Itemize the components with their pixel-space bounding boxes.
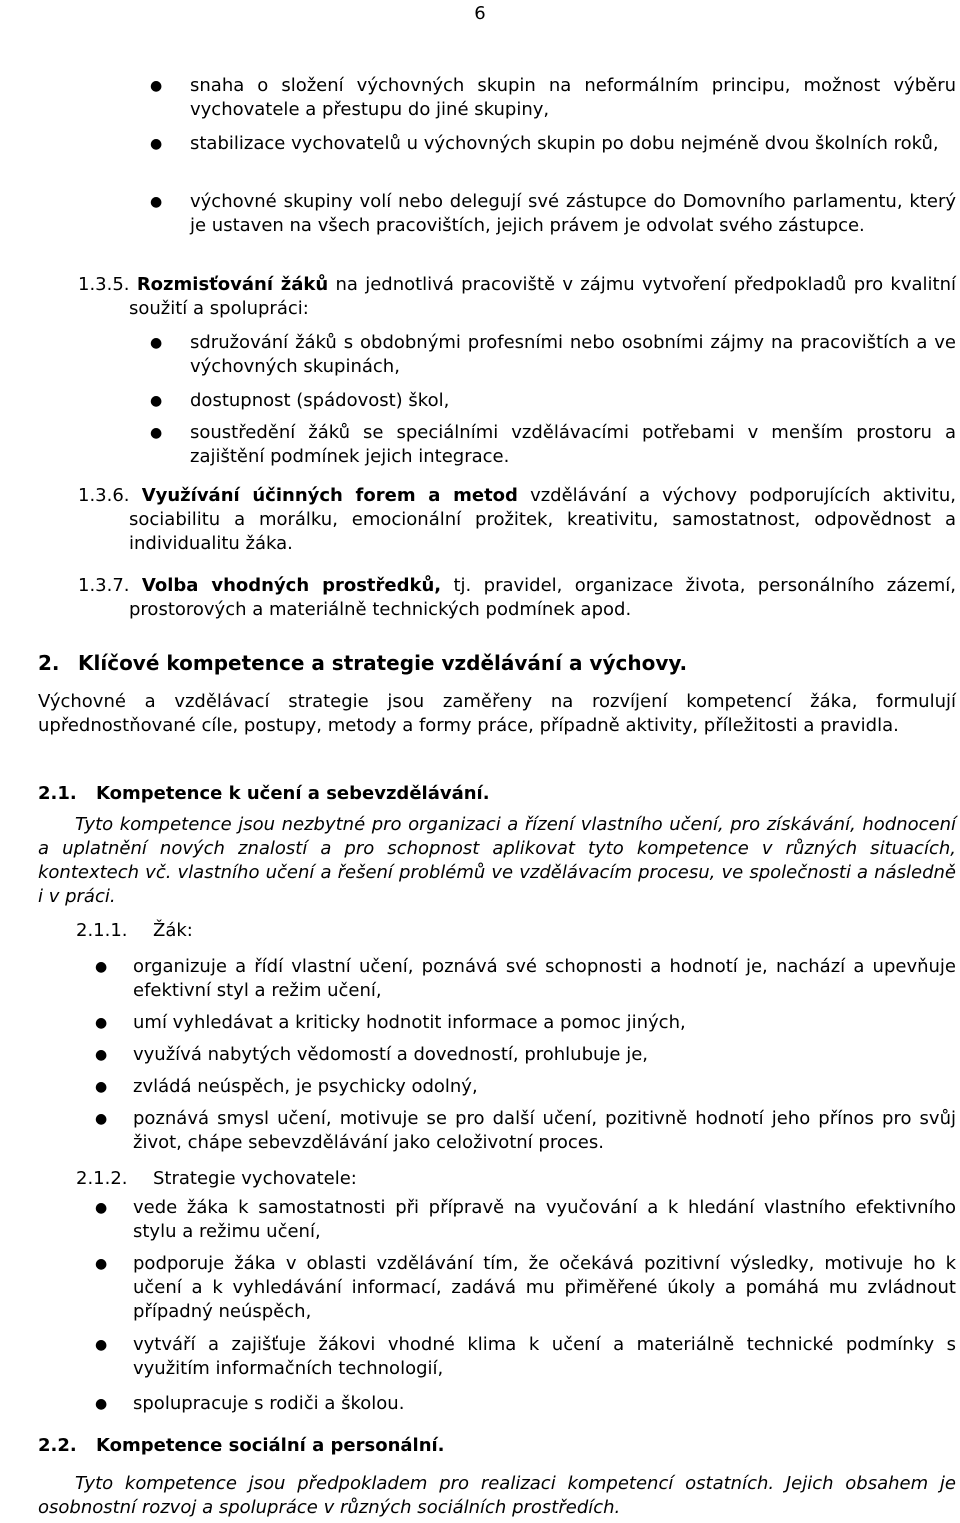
section-title: Využívání účinných forem a metod [141,485,518,506]
list-item: ● zvládá neúspěch, je psychicky odolný, [95,1076,478,1097]
heading-title: Klíčové kompetence a strategie vzdělávání a výchovy. [78,651,688,675]
section-title: Rozmisťování žáků [136,274,329,295]
list-item: ● podporuje žáka v oblasti vzdělávání tím, že očekává pozitivní výsledky, motivuje ho k učení a k vyhledávání informací, zadává mu přiměřené úkoly a pomáhá mu zvládnout případný neúspěch, [95,1253,956,1322]
section-number: 1.3.6. [78,485,130,506]
list-item: ● spolupracuje s rodiči a školou. [95,1393,405,1414]
bullet-icon: ● [150,194,163,210]
heading-title: Kompetence k učení a sebevzdělávání. [96,783,490,804]
intro-paragraph: Výchovné a vzdělávací strategie jsou zaměřeny na rozvíjení kompetencí žáka, formulují upřednostňované cíle, postupy, metody a formy práce, případně aktivity, příležitosti a pravidla. [38,691,956,736]
section-1-3-5: 1.3.5. Rozmisťování žáků na jednotlivá pracoviště v zájmu vytvoření předpokladů pro kvalitní soužití a spolupráci: [78,274,956,319]
bullet-icon: ● [150,136,163,152]
competence-description: Tyto kompetence jsou předpokladem pro realizaci kompetencí ostatních. Jejich obsahem je osobnostní rozvoj a spolupráce v různých sociálních prostředích. [38,1473,956,1518]
bullet-icon: ● [95,1111,108,1127]
list-item: ● výchovné skupiny volí nebo delegují své zástupce do Domovního parlamentu, který je ustaven na všech pracovištích, jejich právem je odvolat svého zástupce. [150,191,956,236]
heading-2-1-2 [76,1167,876,1191]
page-number: 6 [474,3,486,24]
heading-number: 2.1.1. [76,920,128,941]
list-item: ● snaha o složení výchovných skupin na neformálním principu, možnost výběru vychovatele a přestupu do jiné skupiny, [150,75,956,120]
section-number: 1.3.5. [78,274,130,295]
section-title: Volba vhodných prostředků, [141,575,442,596]
bullet-list-1 [150,74,956,270]
section-1-3-7: 1.3.7. Volba vhodných prostředků, tj. pravidel, organizace života, personálního zázemí, prostorových a materiálně technických podmínek apod. [78,575,956,620]
bullet-icon: ● [95,1396,108,1412]
bullet-icon: ● [150,393,163,409]
heading-title: Kompetence sociální a personální. [96,1435,445,1456]
heading-title: Strategie vychovatele: [153,1168,357,1189]
heading-title: Žák: [153,920,193,941]
list-item: ● poznává smysl učení, motivuje se pro další učení, pozitivně hodnotí jeho přínos pro svůj život, chápe sebevzdělávání jako celoživotní proces. [95,1108,956,1153]
bullet-list-2-1-2 [95,1196,956,1426]
list-item: ● stabilizace vychovatelů u výchovných skupin po dobu nejméně dvou školních roků, [150,133,939,154]
list-item: ● umí vyhledávat a kriticky hodnotit informace a pomoc jiných, [95,1012,686,1033]
heading-number: 2.1.2. [76,1168,128,1189]
bullet-icon: ● [150,425,163,441]
heading-number: 2.1. [38,783,77,804]
bullet-icon: ● [95,959,108,975]
heading-number: 2. [38,651,60,675]
bullet-icon: ● [150,78,163,94]
list-item: ● soustředění žáků se speciálními vzdělávacími potřebami v menším prostoru a zajištění podmínek jejich integrace. [150,422,956,467]
list-item: ● organizuje a řídí vlastní učení, poznává své schopnosti a hodnotí je, nachází a upevňuje efektivní styl a režim učení, [95,956,956,1001]
heading-2-2 [38,1434,938,1458]
competence-description: Tyto kompetence jsou nezbytné pro organizaci a řízení vlastního učení, pro získávání, hodnocení a uplatnění nových znalostí a pro schopnost aplikovat tyto kompetence v různých situacích, kontextech vč. vlastního učení a řešení problémů ve vzdělávacím procesu, ve společnosti a následně i v práci. [38,814,956,907]
list-item: ● sdružování žáků s obdobnými profesními nebo osobními zájmy na pracovištích a ve výchovných skupinách, [150,332,956,377]
section-number: 1.3.7. [78,575,130,596]
bullet-icon: ● [95,1047,108,1063]
heading-2 [38,651,938,675]
bullet-list-2-1-1 [95,955,956,1165]
heading-number: 2.2. [38,1435,77,1456]
bullet-icon: ● [95,1015,108,1031]
list-item: ● vede žáka k samostatnosti při přípravě na vyučování a k hledání vlastního efektivního stylu a režimu učení, [95,1197,956,1242]
bullet-icon: ● [95,1256,108,1272]
bullet-icon: ● [95,1079,108,1095]
bullet-icon: ● [150,335,163,351]
list-item: ● vytváří a zajišťuje žákovi vhodné klima k učení a materiálně technické podmínky s využitím informačních technologií, [95,1334,956,1379]
bullet-list-1-3-5 [150,331,956,476]
list-item: ● dostupnost (spádovost) škol, [150,390,450,411]
heading-2-1 [38,782,938,806]
bullet-icon: ● [95,1337,108,1353]
section-1-3-6: 1.3.6. Využívání účinných forem a metod vzdělávání a výchovy podporujících aktivitu, sociabilitu a morálku, emocionální prožitek, kreativitu, samostatnost, odpovědnost a individualitu žáka. [78,485,956,554]
heading-2-1-1 [76,919,876,943]
bullet-icon: ● [95,1200,108,1216]
list-item: ● využívá nabytých vědomostí a dovedností, prohlubuje je, [95,1044,649,1065]
